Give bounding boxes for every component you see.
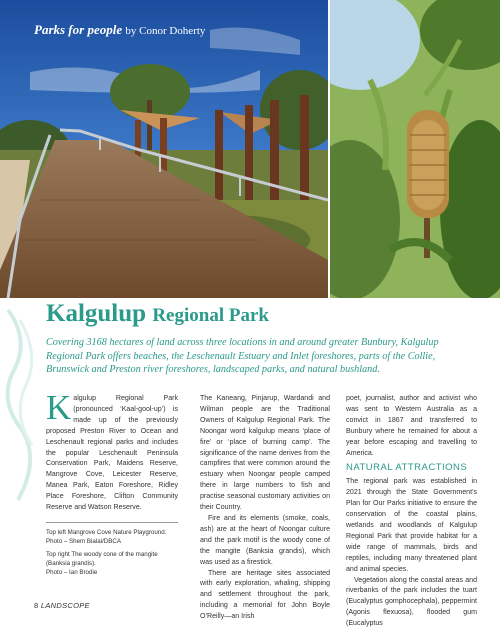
- column-1: [46, 394, 178, 514]
- section-heading: NATURAL ATTRACTIONS: [346, 463, 477, 474]
- column-2: [200, 394, 330, 623]
- caption-top-left: [46, 528, 180, 546]
- page-number: 8: [34, 601, 38, 610]
- caption-top-right: [46, 550, 180, 577]
- caption-text: Top right The woody cone of the mangite (Banksia grandis).: [46, 551, 158, 567]
- photo-captions: [46, 528, 180, 581]
- paragraph: Fire and its elements (smoke, coals, ash) are at the heart of Noongar culture and the park motif is the woody cone of the mangite (Banksia grandis), which was used as a firestick.: [200, 514, 330, 569]
- paragraph: Vegetation along the coastal areas and riverbanks of the park includes the tuart (Eucalyptus gomphocephala), peppermint (Agonis flexuosa), flooded gum (Eucalyptus: [346, 576, 477, 630]
- photo-banksia-cone: [330, 0, 500, 298]
- caption-text: Top left Mangrove Cove Nature Playground.: [46, 529, 166, 536]
- page-footer: [34, 601, 90, 610]
- caption-divider: [46, 522, 178, 523]
- title-main: Kalgulup: [46, 300, 146, 327]
- decorative-swirl-icon: [0, 300, 46, 520]
- column-3: [346, 394, 477, 630]
- paragraph: poet, journalist, author and activist who was sent to Western Australia as a convict in 1867 and transferred to Bunbury where he remained for about a year before escaping and travelling to America.: [346, 394, 477, 459]
- article-title: [46, 300, 269, 328]
- caption-credit: Photo – Shem Bialal/DBCA: [46, 538, 121, 545]
- paragraph: The Kaneang, Pinjarup, Wardandi and Wilman people are the Traditional Owners of Kalgulup Regional Park. The Noongar word kalgulup means ‘place of fire’ or ‘place of burning camp’. The significance of the name derives from the campfires that were common around the estuary when Noongar people camped there in large numbers to fish and practise seasonal customary activities on their Country.: [200, 394, 330, 514]
- series-name: Parks for people: [34, 22, 122, 37]
- paragraph: There are heritage sites associated with early exploration, whaling, shipping and settlement throughout the park, including a memorial for John Boyle O’Reilly—an Irish: [200, 569, 330, 624]
- caption-credit: Photo – Ian Brodie: [46, 569, 97, 576]
- title-rest: Regional Park: [152, 305, 269, 326]
- standfirst: Covering 3168 hectares of land across three locations in and around greater Bunbury, Kalgulup Regional Park offers beaches, the Leschenault Estuary and Inlet foreshores, parts of the Collie, Brunswick and Preston river foreshores, landscaped parks, and natural bushland.: [46, 336, 476, 377]
- paragraph-text: algulup Regional Park (pronounced ‘Kaal-gool-up’) is made up of the previously proposed Preston River to Ocean and Leschenault regional parks and includes the popular Leschenault Peninsula Conservation Park, Maidens Reserve, Mangrove Cove, Leicester Reserve, Manea Park, Eaton Foreshore, Ridley Place Foreshore, Clifton Community Reserve and Watson Reserve.: [46, 395, 178, 511]
- magazine-name: LANDSCOPE: [41, 601, 90, 610]
- photo-boardwalk: [0, 0, 328, 298]
- drop-cap: K: [46, 394, 73, 421]
- series-title: [34, 22, 205, 38]
- byline: by Conor Doherty: [125, 25, 205, 37]
- paragraph: [46, 394, 178, 514]
- paragraph: The regional park was established in 2021 through the State Government’s Plan for Our Parks initiative to ensure the conservation of the coastal plains, wetlands and woodlands of Kalgulup Regional Park that provide habitat for a wide range of mammals, birds and reptiles, including many threatened plant and animal species.: [346, 477, 477, 575]
